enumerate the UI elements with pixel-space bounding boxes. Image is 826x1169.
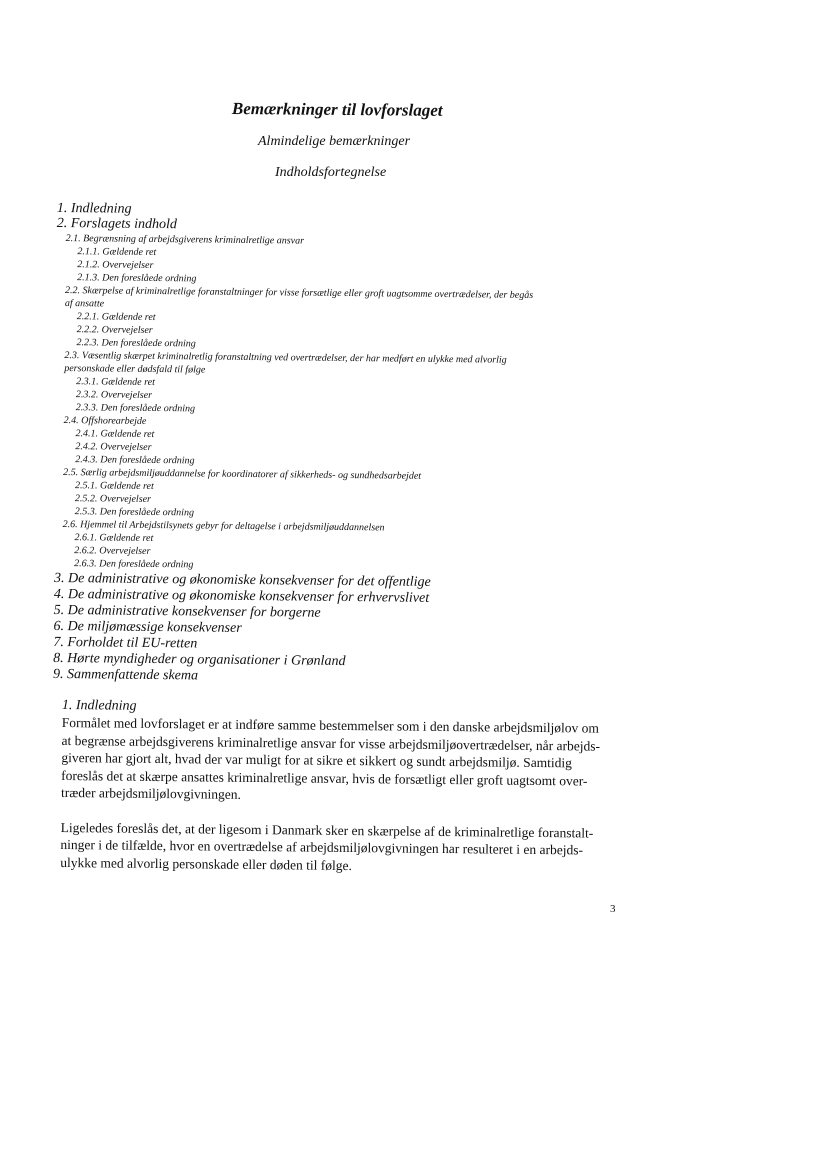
toc-entry: 2.6.3. Den foreslåede ordning <box>74 558 194 571</box>
toc-entry: 2.4.2. Overvejelser <box>75 441 152 453</box>
toc-entry: 2.5.1. Gældende ret <box>74 480 154 492</box>
text-line: ulykke med alvorlig personskade eller døden til følge. <box>60 854 353 873</box>
section-heading: 1. Indledning <box>61 698 137 714</box>
toc-entry: 2.3.3. Den foreslåede ordning <box>75 402 196 415</box>
toc-entry: 2.5.2. Overvejelser <box>74 493 152 505</box>
toc-entry: 2. Forslagets indhold <box>56 215 177 233</box>
toc-entry: 3. De administrative og økonomiske konsekvenser for det offentlige <box>53 570 431 590</box>
toc-entry: 1. Indledning <box>56 200 132 217</box>
toc-entry: 2.6. Hjemmel til Arbejdstilsynets gebyr for deltagelse i arbejdsmiljøuddannelsen <box>62 519 385 534</box>
toc-entry: 2.2.2. Overvejelser <box>76 324 153 336</box>
toc-entry: 2.6.1. Gældende ret <box>74 532 154 544</box>
toc-entry: 2.6.2. Overvejelser <box>74 545 151 557</box>
document-title: Bemærkninger til lovforslaget <box>231 99 443 120</box>
section-indledning <box>60 698 622 877</box>
toc-entry: 2.1.1. Gældende ret <box>77 246 157 259</box>
toc-entry: 2.1. Begrænsning af arbejdsgiverens kriminalretlige ansvar <box>65 233 305 247</box>
toc-entry: 2.3. Væsentlig skærpet kriminalretlig foranstaltning ved overtrædelser, der har medført en ulykke med alvorlig <box>64 350 507 366</box>
document-subtitle: Almindelige bemærkninger <box>258 134 411 149</box>
toc-title: Indholdsfortegnelse <box>275 165 387 180</box>
toc-entry: 7. Forholdet til EU-retten <box>53 634 198 652</box>
toc-entry: 2.3.1. Gældende ret <box>76 376 155 389</box>
toc-entry: 2.2. Skærpelse af kriminalretlige foranstaltninger for visse forsætlige eller groft uagtsomme overtrædelser, der begås <box>64 285 534 301</box>
toc-entry: 2.5. Særlig arbejdsmiljøuddannelse for koordinatorer af sikkerheds- og sundhedsarbejdet <box>63 467 422 482</box>
text-line: foreslås det at skærpe ansattes kriminalretlige ansvar, hvis de forsætligt eller groft uagtsomt over- <box>61 767 588 789</box>
toc-entry: 9. Sammenfattende skema <box>52 666 199 684</box>
text-line: træder arbejdsmiljølovgivningen. <box>60 784 242 802</box>
toc-entry: 2.4. Offshorearbejde <box>63 415 147 427</box>
text-line: Ligeledes foreslås det, at der ligesom i Danmark sker en skærpelse af de kriminalretlige foranstalt- <box>60 819 594 841</box>
text-line: Formålet med lovforslaget er at indføre samme bestemmelser som i den danske arbejdsmiljølov om <box>61 714 600 736</box>
toc-entry: 2.1.3. Den foreslåede ordning <box>77 272 197 285</box>
toc-entry: af ansatte <box>64 298 105 310</box>
toc-entry: 5. De administrative konsekvenser for borgerne <box>53 602 321 621</box>
toc-entry: 2.3.2. Overvejelser <box>75 389 153 401</box>
toc-entry: 2.4.1. Gældende ret <box>75 428 155 441</box>
toc-entry: 2.2.1. Gældende ret <box>76 311 156 324</box>
page-number: 3 <box>610 903 616 915</box>
paragraph-1 <box>61 714 622 807</box>
toc-entry: 2.4.3. Den foreslåede ordning <box>75 454 195 467</box>
text-line: at begrænse arbejdsgiverens kriminalretlige ansvar for visse arbejdsmiljøovertrædelser, når arbejds- <box>61 732 601 754</box>
toc-entry: 2.5.3. Den foreslåede ordning <box>74 506 195 519</box>
toc-entry: 4. De administrative og økonomiske konsekvenser for erhvervslivet <box>53 586 430 606</box>
paragraph-2 <box>60 818 621 876</box>
toc-entry: 6. De miljømæssige konsekvenser <box>53 618 242 636</box>
text-line: ninger i de tilfælde, hvor en overtrædelse af arbejdsmiljølovgivningen har resulteret i en arbejds- <box>60 836 584 858</box>
toc-entry: 2.1.2. Overvejelser <box>77 259 154 271</box>
toc-entry: 2.2.3. Den foreslåede ordning <box>76 337 196 350</box>
text-line: giveren har gjort alt, hvad der var muligt for at sikre et sikkert og sundt arbejdsmiljø. Samtidig <box>61 749 573 771</box>
toc-entry: personskade eller dødsfald til følge <box>64 363 206 376</box>
toc-entry: 8. Hørte myndigheder og organisationer i Grønland <box>53 650 346 670</box>
